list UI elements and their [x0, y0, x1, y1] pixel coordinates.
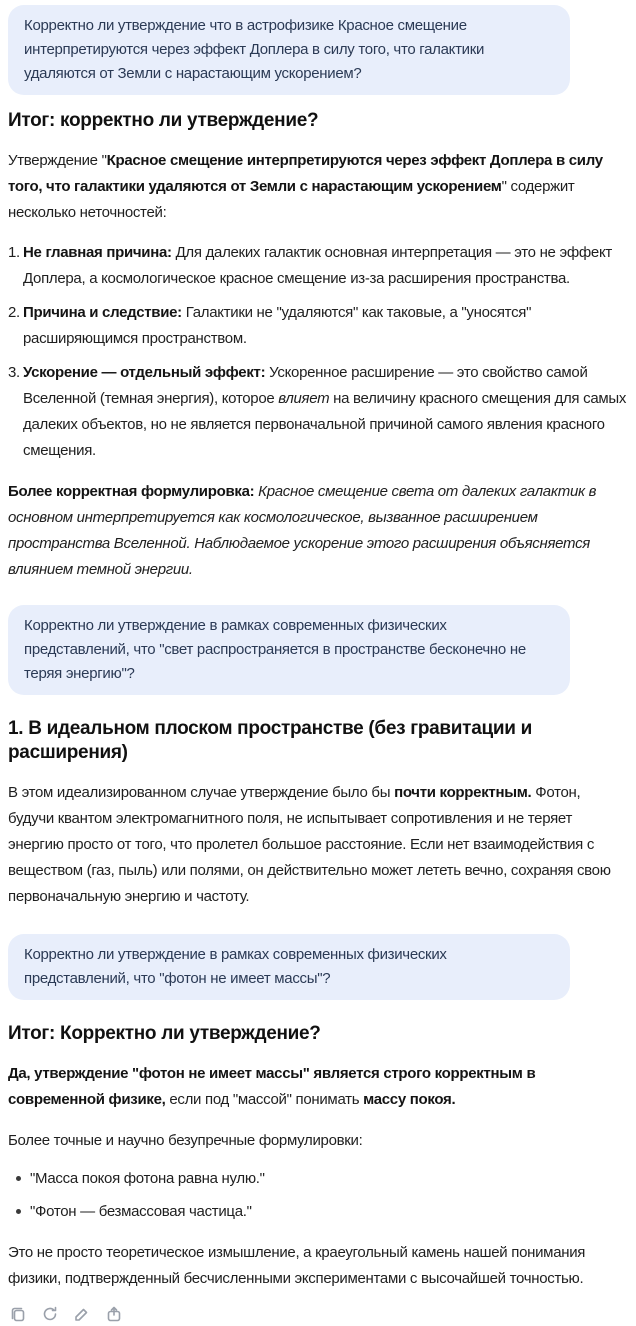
user-message-text: Корректно ли утверждение что в астрофизике Красное смещение интерпретируются через эффект Доплера в силу того, что галактики удаляются от Земли с нарастающим ускорением?: [24, 17, 485, 82]
list-number: 3.: [8, 364, 20, 381]
answer-paragraph: [8, 780, 628, 910]
message-actions-toolbar: [10, 1306, 628, 1326]
copy-icon: [10, 1306, 26, 1322]
edit-icon: [74, 1306, 90, 1322]
user-message: [8, 5, 628, 95]
answer-paragraph: [8, 479, 628, 583]
edit-button[interactable]: [74, 1306, 94, 1326]
list-item: [8, 360, 628, 464]
copy-button[interactable]: [10, 1306, 30, 1326]
user-message: [8, 934, 628, 1000]
bold-run: почти корректным.: [394, 784, 532, 801]
share-button[interactable]: [106, 1306, 126, 1326]
text-run: на величину красного смещения для самых далеких объектов, но не является первоначальной причиной самого явления красного смещения.: [23, 390, 627, 459]
bold-run: Не главная причина:: [23, 244, 172, 261]
list-item: [8, 300, 628, 352]
text-run: Галактики не "удаляются" как таковые, а "уносятся" расширяющимся пространством.: [23, 304, 532, 347]
text-run: "Масса покоя фотона равна нулю.": [30, 1170, 265, 1187]
numbered-list: [8, 240, 628, 464]
text-run: " содержит несколько неточностей:: [8, 178, 575, 221]
italic-run: Красное смещение света от далеких галактик в основном интерпретируется как космологическое, вызванное расширением пространства Вселенной. Наблюдаемое ускорение этого расширения объясняется влиянием темной энергии.: [8, 483, 597, 578]
user-message: [8, 605, 628, 695]
bold-run: массу покоя.: [363, 1091, 456, 1108]
list-item: [8, 1166, 628, 1192]
answer-paragraph: Более точные и научно безупречные формулировки:: [8, 1132, 363, 1149]
list-number: 1.: [8, 244, 20, 261]
list-item: [8, 240, 628, 292]
bold-run: Ускорение — отдельный эффект:: [23, 364, 266, 381]
user-message-text: Корректно ли утверждение в рамках современных физических представлений, что "фотон не имеет массы"?: [24, 946, 447, 987]
bold-run: Причина и следствие:: [23, 304, 182, 321]
text-run: Утверждение ": [8, 152, 107, 169]
bullet-marker: [16, 1176, 21, 1181]
bullet-list: [8, 1166, 628, 1225]
list-item: [8, 1199, 628, 1225]
list-number: 2.: [8, 304, 20, 321]
text-run: В этом идеализированном случае утверждение было бы: [8, 784, 395, 801]
answer-paragraph: Это не просто теоретическое измышление, а краеугольный камень нашей понимания физики, подтвержденный бесчисленными экспериментами с высочайшей точностью.: [8, 1244, 586, 1287]
regenerate-button[interactable]: [42, 1306, 62, 1326]
answer-heading: Итог: Корректно ли утверждение?: [8, 1023, 321, 1044]
user-message-bubble: [8, 5, 570, 95]
answer-heading: 1. В идеальном плоском пространстве (без гравитации и расширения): [8, 718, 532, 763]
user-message-bubble: [8, 605, 570, 695]
answer-paragraph: [8, 1061, 628, 1113]
bold-run: Более корректная формулировка:: [8, 483, 255, 500]
share-icon: [106, 1306, 122, 1322]
user-message-text: Корректно ли утверждение в рамках современных физических представлений, что "свет распространяется в пространстве бесконечно не теряя энергию"?: [24, 617, 526, 682]
italic-run: влияет: [278, 390, 330, 407]
text-run: Фотон, будучи квантом электромагнитного поля, не испытывает сопротивления и не теряет энергию просто от того, что пролетел большое расстояние. Если нет взаимодействия с веществом (газ, пыль) или полями, он действительно может лететь вечно, сохраняя свою первоначальную энергию и частоту.: [8, 784, 611, 905]
answer-paragraph: [8, 148, 628, 226]
text-run: Ускоренное расширение — это свойство самой Вселенной (темная энергия), которое: [23, 364, 588, 407]
text-run: Для далеких галактик основная интерпретация — это не эффект Доплера, а космологическое красное смещение из-за расширения пространства.: [23, 244, 612, 287]
text-run: если под "массой" понимать: [165, 1091, 364, 1108]
answer-heading: Итог: корректно ли утверждение?: [8, 110, 319, 131]
regenerate-icon: [42, 1306, 58, 1322]
bold-run: Красное смещение интерпретируются через эффект Доплера в силу того, что галактики удаляются от Земли с нарастающим ускорением: [8, 152, 603, 195]
bold-run: Да, утверждение "фотон не имеет массы" является строго корректным в современной физике,: [8, 1065, 536, 1108]
text-run: "Фотон — безмассовая частица.": [30, 1203, 252, 1220]
bullet-marker: [16, 1209, 21, 1214]
user-message-bubble: [8, 934, 570, 1000]
